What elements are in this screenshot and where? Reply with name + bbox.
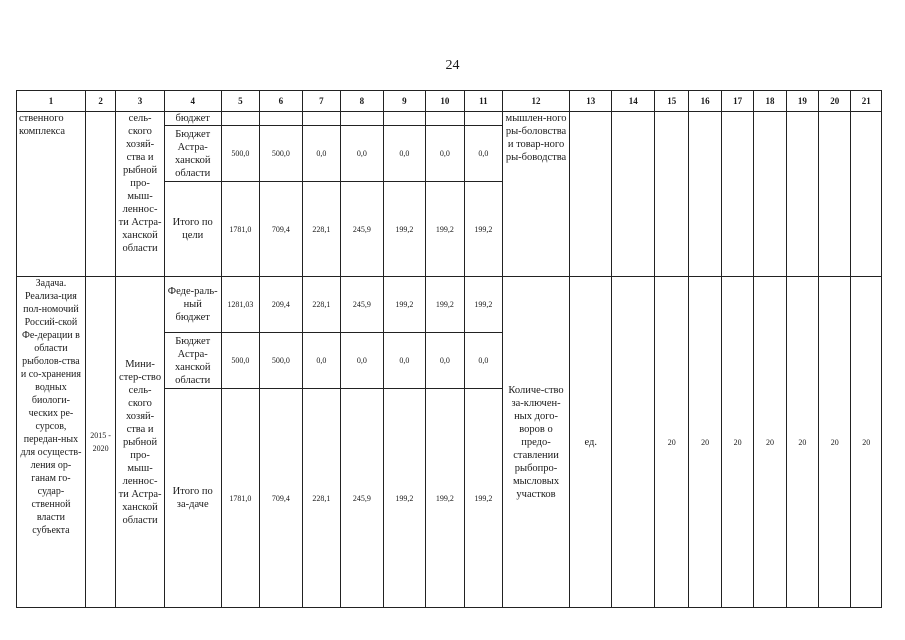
header-cell: 1: [17, 91, 86, 112]
executor-cell: Мини-стер-ство сель-ского хозяй-ства и рыбной про-мыш-леннос-ти Астра-ханской области: [116, 277, 165, 608]
target-cell: 20: [689, 277, 721, 608]
target-cell: [689, 112, 721, 277]
funding-source-cell: Итого по цели: [164, 182, 221, 277]
header-cell: 21: [851, 91, 882, 112]
header-cell: 9: [383, 91, 426, 112]
value-cell: 199,2: [383, 182, 426, 277]
value-cell: 228,1: [302, 277, 340, 333]
header-cell: 17: [721, 91, 753, 112]
value-cell: [426, 112, 464, 126]
value-cell: 0,0: [426, 333, 464, 389]
period-cell: 2015 - 2020: [85, 277, 115, 608]
target-cell: [721, 112, 753, 277]
value-cell: 1781,0: [221, 182, 259, 277]
header-cell: 19: [786, 91, 818, 112]
table-row: [17, 277, 882, 333]
unit-cell: [569, 112, 612, 277]
value-cell: 0,0: [302, 333, 340, 389]
indicator-cell: Количе-ство за-ключен-ных дого-воров о предо-ставлении рыбопро-мысловых участков: [503, 277, 570, 608]
header-cell: 8: [341, 91, 384, 112]
target-cell: 20: [786, 277, 818, 608]
header-cell: 5: [221, 91, 259, 112]
value-cell: 0,0: [341, 333, 384, 389]
value-cell: 0,0: [426, 126, 464, 182]
value-cell: 199,2: [383, 277, 426, 333]
value-cell: 1281,03: [221, 277, 259, 333]
header-cell: 6: [260, 91, 303, 112]
target-cell: 20: [655, 277, 689, 608]
header-row: [17, 91, 882, 112]
value-cell: 199,2: [383, 389, 426, 608]
funding-source-cell: Итого по за-даче: [164, 389, 221, 608]
target-cell: 20: [851, 277, 882, 608]
indicator-cell: мышлен-ного ры-боловства и товар-ного ры-боводства: [503, 112, 570, 277]
value-cell: 209,4: [260, 277, 303, 333]
target-cell: [612, 112, 655, 277]
value-cell: 199,2: [426, 277, 464, 333]
value-cell: [341, 112, 384, 126]
header-cell: 15: [655, 91, 689, 112]
value-cell: 245,9: [341, 389, 384, 608]
value-cell: 709,4: [260, 389, 303, 608]
value-cell: [464, 112, 502, 126]
funding-source-cell: бюджет: [164, 112, 221, 126]
target-cell: 20: [819, 277, 851, 608]
value-cell: 245,9: [341, 182, 384, 277]
target-cell: [655, 112, 689, 277]
header-cell: 7: [302, 91, 340, 112]
value-cell: 500,0: [260, 126, 303, 182]
target-cell: [754, 112, 786, 277]
target-cell: 20: [754, 277, 786, 608]
unit-cell: ед.: [569, 277, 612, 608]
value-cell: [383, 112, 426, 126]
value-cell: 245,9: [341, 277, 384, 333]
value-cell: 0,0: [464, 126, 502, 182]
header-cell: 2: [85, 91, 115, 112]
header-cell: 11: [464, 91, 502, 112]
table-row: [17, 112, 882, 126]
value-cell: [221, 112, 259, 126]
value-cell: 500,0: [221, 333, 259, 389]
value-cell: 0,0: [383, 126, 426, 182]
value-cell: 1781,0: [221, 389, 259, 608]
value-cell: 199,2: [464, 277, 502, 333]
task-text-cell: Задача. Реализа-ция пол-номочий Россий-ской Фе-дерации в области рыболов-ства и со-хранения водных биологи-ческих ре-сурсов, передан-ных для осуществ-ления ор-ганам го-судар-ственной власти субъекта: [17, 277, 86, 608]
value-cell: 199,2: [464, 182, 502, 277]
program-table: [16, 90, 882, 606]
funding-source-cell: Феде-раль-ный бюджет: [164, 277, 221, 333]
page-number: 24: [445, 58, 460, 73]
value-cell: 199,2: [464, 389, 502, 608]
executor-cell: сель-ского хозяй-ства и рыбной про-мыш-леннос-ти Астра-ханской области: [116, 112, 165, 277]
value-cell: 199,2: [426, 389, 464, 608]
header-cell: 10: [426, 91, 464, 112]
value-cell: 0,0: [341, 126, 384, 182]
value-cell: 228,1: [302, 389, 340, 608]
value-cell: 500,0: [221, 126, 259, 182]
value-cell: 0,0: [383, 333, 426, 389]
target-cell: [851, 112, 882, 277]
header-cell: 16: [689, 91, 721, 112]
goal-text-cell: ственного комплекса: [17, 112, 86, 277]
value-cell: 199,2: [426, 182, 464, 277]
header-cell: 13: [569, 91, 612, 112]
value-cell: [302, 112, 340, 126]
funding-source-cell: Бюджет Астра-ханской области: [164, 333, 221, 389]
value-cell: 228,1: [302, 182, 340, 277]
header-cell: 3: [116, 91, 165, 112]
target-cell: 20: [721, 277, 753, 608]
header-cell: 20: [819, 91, 851, 112]
value-cell: 709,4: [260, 182, 303, 277]
target-cell: [612, 277, 655, 608]
value-cell: 0,0: [464, 333, 502, 389]
value-cell: 500,0: [260, 333, 303, 389]
funding-source-cell: Бюджет Астра-ханской области: [164, 126, 221, 182]
value-cell: 0,0: [302, 126, 340, 182]
value-cell: [260, 112, 303, 126]
header-cell: 18: [754, 91, 786, 112]
period-cell: [85, 112, 115, 277]
header-cell: 14: [612, 91, 655, 112]
header-cell: 4: [164, 91, 221, 112]
target-cell: [819, 112, 851, 277]
target-cell: [786, 112, 818, 277]
header-cell: 12: [503, 91, 570, 112]
